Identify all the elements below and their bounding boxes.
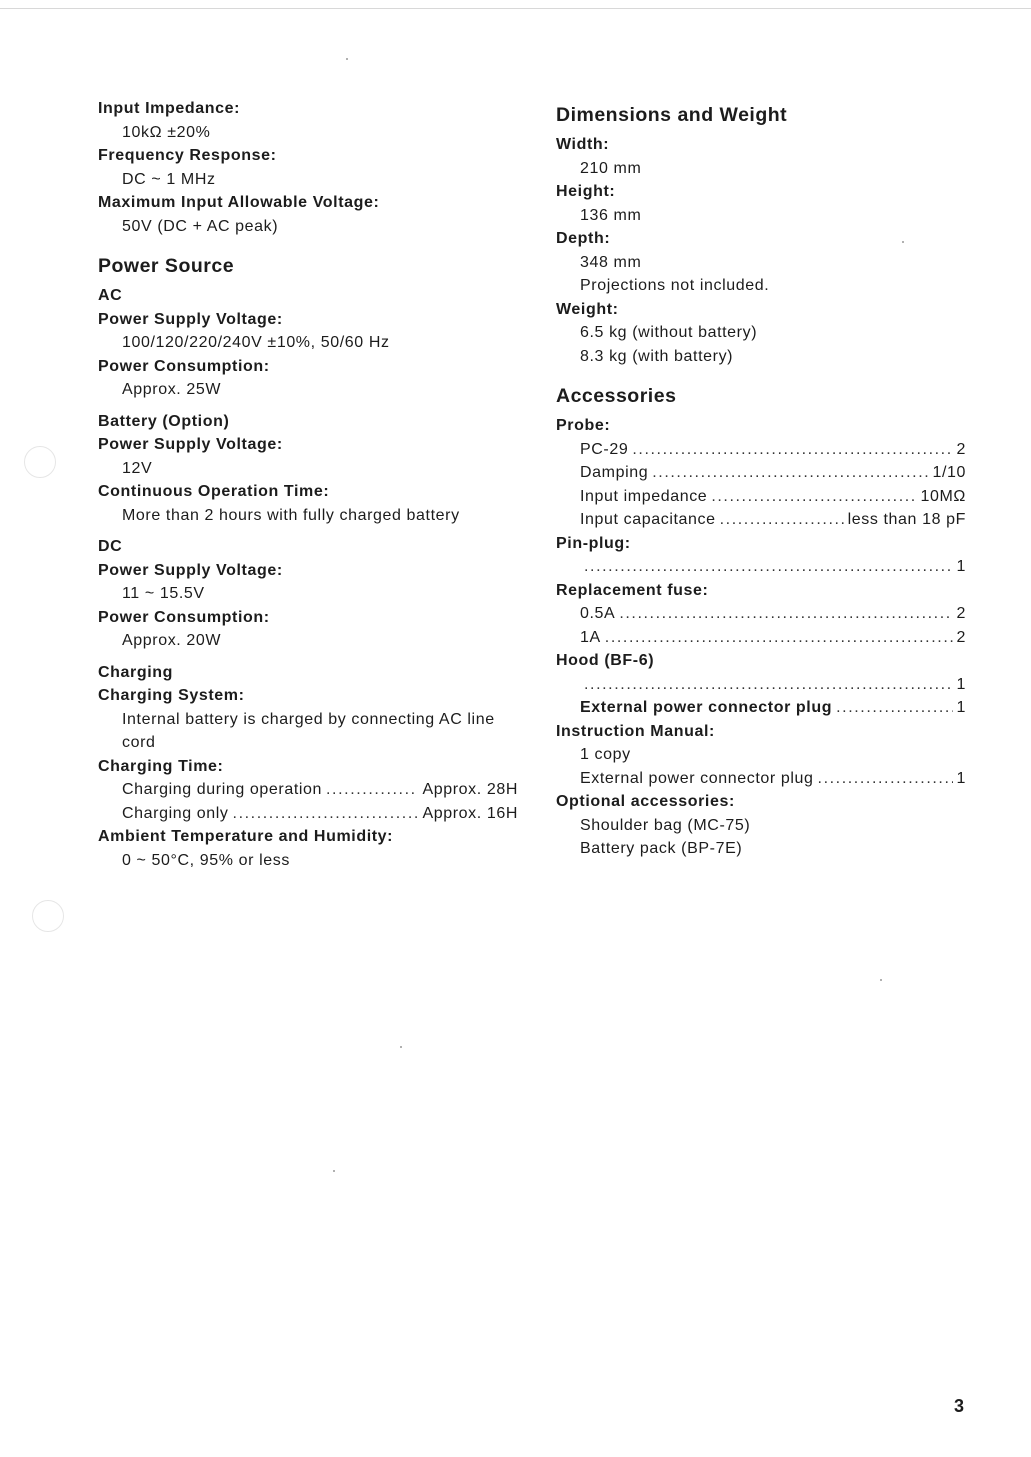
leader-dots [711,485,916,509]
leader-dots [605,626,953,650]
depth-note: Projections not included. [580,277,770,294]
charging-during-value: Approx. 28H [422,781,518,798]
ext-plug-qty: 1 [956,769,966,787]
charging-label: Charging [98,663,174,681]
hood-qty: 1 [956,675,966,693]
leader-dots [619,602,952,626]
probe-qty: 2 [956,440,966,458]
ac-consumption-label: Power Consumption: [98,357,270,375]
battery-operation-value: More than 2 hours with fully charged battery [122,506,460,524]
probe-impedance-row [556,485,966,509]
dc-consumption-label: Power Consumption: [98,608,270,626]
charging-only-label: Charging only [122,804,229,822]
scan-speck [880,979,882,981]
fuse-1-row [556,626,966,650]
weight-label: Weight: [556,300,619,318]
hood-label: Hood (BF-6) [556,652,655,669]
probe-label: Probe: [556,417,611,434]
ac-label: AC [98,287,123,304]
input-impedance-label: Input Impedance: [98,100,241,117]
probe-capacitance-row [556,508,966,532]
dc-supply-value: 11 ~ 15.5V [122,585,205,602]
shoulder-bag: Shoulder bag (MC-75) [580,816,751,834]
leader-dots [233,802,419,826]
width-value: 210 mm [580,159,642,177]
max-voltage-label: Maximum Input Allowable Voltage: [98,194,380,211]
charging-during-label: Charging during operation [122,781,323,798]
height-label: Height: [556,183,616,200]
pin-plug-row [556,555,966,579]
leader-dots [632,438,952,462]
charging-time-label: Charging Time: [98,757,224,775]
fuse-label: Replacement fuse: [556,581,709,599]
ext-plug-label: External power connector plug [580,769,814,787]
dc-supply-label: Power Supply Voltage: [98,561,283,579]
scan-speck [400,1046,402,1048]
charging-during-row [98,778,518,802]
fuse-05-row [556,602,966,626]
ambient-label: Ambient Temperature and Humidity: [98,828,394,845]
probe-model: PC-29 [580,440,629,458]
battery-label: Battery (Option) [98,412,230,430]
accessories-heading: Accessories [556,385,677,407]
battery-operation-label: Continuous Operation Time: [98,483,330,500]
frequency-response-label: Frequency Response: [98,147,277,164]
page-number: 3 [954,1396,965,1416]
battery-supply-label: Power Supply Voltage: [98,436,283,453]
ac-supply-label: Power Supply Voltage: [98,310,283,328]
damping-label: Damping [580,464,649,481]
weight-without-battery: 6.5 kg (without battery) [580,324,758,341]
fuse-05-qty: 2 [956,605,966,622]
max-voltage-value: 50V (DC + AC peak) [122,217,279,235]
scan-speck [902,241,904,243]
manual-label: Instruction Manual: [556,722,715,740]
optional-label: Optional accessories: [556,793,735,810]
ext-plug-bold-qty: 1 [956,699,966,716]
depth-label: Depth: [556,230,611,247]
dimensions-heading: Dimensions and Weight [556,104,788,126]
leader-dots [326,778,418,802]
frequency-response-value: DC ~ 1 MHz [122,170,216,188]
manual-value: 1 copy [580,746,631,763]
punch-hole-mark [32,900,64,932]
right-column [556,97,966,861]
probe-capacitance-label: Input capacitance [580,511,716,528]
probe-model-row [556,438,966,462]
leader-dots [836,696,952,720]
left-column [98,97,518,872]
width-label: Width: [556,136,610,153]
leader-dots [584,555,953,579]
probe-capacitance-value: less than 18 pF [847,511,966,528]
scan-speck [346,58,348,60]
charging-system-value: Internal battery is charged by connecting AC line cord [122,710,495,751]
ext-plug-bold-row [556,696,966,720]
hood-row [556,673,966,697]
leader-dots [720,508,844,532]
scan-edge-line [0,8,1031,9]
power-source-heading: Power Source [98,255,235,277]
pin-plug-label: Pin-plug: [556,534,631,552]
charging-only-row [98,802,518,826]
probe-impedance-label: Input impedance [580,487,708,505]
damping-value: 1/10 [932,464,966,481]
charging-only-value: Approx. 16H [422,804,518,822]
fuse-1-label: 1A [580,628,601,646]
weight-with-battery: 8.3 kg (with battery) [580,347,734,365]
height-value: 136 mm [580,206,642,224]
ext-plug-bold-label: External power connector plug [580,699,833,716]
leader-dots [818,767,953,791]
depth-value: 348 mm [580,253,642,271]
leader-dots [584,673,953,697]
input-impedance-value: 10kΩ ±20% [122,123,211,141]
leader-dots [652,461,928,485]
charging-system-label: Charging System: [98,687,245,704]
fuse-05-label: 0.5A [580,605,616,622]
damping-row [556,461,966,485]
fuse-1-qty: 2 [956,628,966,646]
battery-supply-value: 12V [122,459,153,477]
probe-impedance-value: 10MΩ [920,487,966,505]
dc-label: DC [98,538,123,555]
punch-hole-mark [24,446,56,478]
pin-plug-qty: 1 [956,558,966,575]
ac-supply-value: 100/120/220/240V ±10%, 50/60 Hz [122,334,390,351]
ext-plug-row [556,767,966,791]
dc-consumption-value: Approx. 20W [122,632,222,649]
ac-consumption-value: Approx. 25W [122,381,222,398]
ambient-value: 0 ~ 50°C, 95% or less [122,851,290,869]
battery-pack: Battery pack (BP-7E) [580,840,743,857]
scan-speck [333,1170,335,1172]
